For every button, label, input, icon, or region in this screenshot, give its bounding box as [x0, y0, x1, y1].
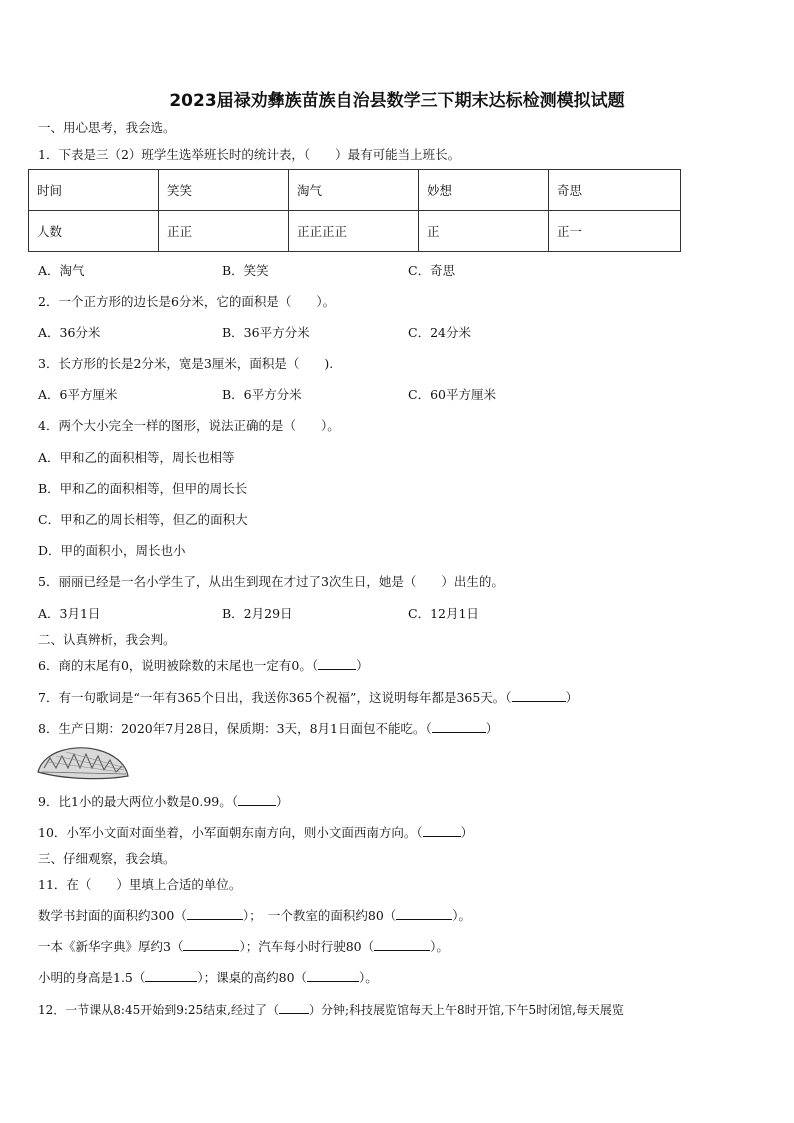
fill-text: ）；课桌的高约80（	[197, 970, 308, 985]
table-cell: 人数	[29, 211, 159, 252]
question-7	[38, 689, 578, 707]
answer-blank[interactable]	[396, 907, 452, 920]
table-cell: 正正正正	[289, 211, 419, 252]
question-9	[38, 793, 289, 811]
question-10	[38, 824, 473, 842]
option-c[interactable]: C．奇思	[408, 263, 456, 278]
answer-blank[interactable]	[432, 720, 486, 733]
fill-text: ）。	[359, 970, 378, 985]
bracket-close: ）	[460, 825, 474, 840]
answer-blank[interactable]	[512, 689, 566, 702]
table-cell: 正	[419, 211, 549, 252]
table-row	[29, 211, 681, 252]
answer-blank[interactable]	[187, 907, 243, 920]
answer-blank[interactable]	[145, 969, 197, 982]
table-row	[29, 170, 681, 211]
fill-text: ）；汽车每小时行驶80（	[239, 939, 375, 954]
option-a[interactable]: A．3月1日	[38, 606, 101, 621]
question-text: ）分钟;科技展览馆每天上午8时开馆,下午5时闭馆,每天展览	[308, 1003, 624, 1017]
question-text: 10．小军小文面对面坐着，小军面朝东南方向，则小文面西南方向。（	[38, 825, 423, 840]
question-12	[38, 1001, 624, 1019]
answer-blank[interactable]	[238, 793, 276, 806]
question-8	[38, 720, 498, 738]
answer-blank[interactable]	[279, 1001, 309, 1014]
answer-blank[interactable]	[183, 938, 239, 951]
bracket-close: ）	[485, 721, 499, 736]
fill-text: ）。	[430, 939, 449, 954]
section-3-heading: 三、仔细观察，我会填。	[38, 851, 176, 866]
vote-tally-table	[28, 169, 681, 252]
bracket-close: ）	[565, 690, 579, 705]
bread-illustration	[36, 742, 130, 785]
table-cell: 正正	[159, 211, 289, 252]
question-text: 7．有一句歌词是“一年有365个日出，我送你365个祝福”，这说明每年都是365天。（	[38, 690, 512, 705]
option-c[interactable]: C．24分米	[408, 325, 471, 340]
option-b[interactable]: B．2月29日	[222, 606, 293, 621]
option-b[interactable]: B．36平方分米	[222, 325, 310, 340]
question-6	[38, 657, 369, 675]
question-11-line-1	[38, 907, 471, 925]
question-11: 11．在（ ）里填上合适的单位。	[38, 877, 242, 892]
option-c[interactable]: C．60平方厘米	[408, 387, 496, 402]
option-a[interactable]: A．甲和乙的面积相等，周长也相等	[38, 450, 235, 465]
section-1-heading: 一、用心思考，我会选。	[38, 120, 176, 135]
question-11-line-3	[38, 969, 378, 987]
answer-blank[interactable]	[318, 657, 356, 670]
answer-blank[interactable]	[374, 938, 430, 951]
question-text: 8．生产日期：2020年7月28日，保质期：3天，8月1日面包不能吃。（	[38, 721, 432, 736]
option-c[interactable]: C．12月1日	[408, 606, 479, 621]
fill-text: ）。	[452, 908, 472, 923]
question-11-line-2	[38, 938, 449, 956]
fill-text: 一本《新华字典》厚约3（	[38, 939, 184, 954]
table-cell: 淘气	[289, 170, 419, 211]
answer-blank[interactable]	[307, 969, 359, 982]
option-b[interactable]: B．甲和乙的面积相等，但甲的周长长	[38, 481, 248, 496]
question-text: 6．商的末尾有0，说明被除数的末尾也一定有0。（	[38, 658, 319, 673]
bracket-close: ）	[276, 794, 289, 809]
option-a[interactable]: A．淘气	[38, 263, 85, 278]
fill-text: 数学书封面的面积约300（	[38, 908, 187, 923]
table-cell: 笑笑	[159, 170, 289, 211]
table-cell: 时间	[29, 170, 159, 211]
option-b[interactable]: B．笑笑	[222, 263, 269, 278]
question-text: 9．比1小的最大两位小数是0.99。（	[38, 794, 238, 809]
question-text: 12．一节课从8:45开始到9:25结束,经过了（	[38, 1003, 279, 1017]
option-a[interactable]: A．36分米	[38, 325, 101, 340]
option-a[interactable]: A．6平方厘米	[38, 387, 118, 402]
fill-text: 小明的身高是1.5（	[38, 970, 146, 985]
bracket-close: ）	[356, 658, 369, 673]
question-3: 3．长方形的长是2分米，宽是3厘米，面积是（ ).	[38, 356, 334, 371]
option-d[interactable]: D．甲的面积小，周长也小	[38, 543, 186, 558]
question-5: 5．丽丽已经是一名小学生了，从出生到现在才过了3次生日，她是（ ）出生的。	[38, 574, 504, 589]
option-c[interactable]: C．甲和乙的周长相等，但乙的面积大	[38, 512, 248, 527]
fill-text: ）； 一个教室的面积约80（	[242, 908, 397, 923]
question-2: 2．一个正方形的边长是6分米，它的面积是（ ）。	[38, 294, 336, 309]
table-cell: 奇思	[549, 170, 681, 211]
section-2-heading: 二、认真辨析，我会判。	[38, 632, 176, 647]
table-cell: 妙想	[419, 170, 549, 211]
answer-blank[interactable]	[423, 824, 461, 837]
question-1: 1．下表是三（2）班学生选举班长时的统计表，（ ）最有可能当上班长。	[38, 147, 461, 162]
table-cell: 正一	[549, 211, 681, 252]
question-4: 4．两个大小完全一样的图形，说法正确的是（ ）。	[38, 418, 340, 433]
page-title: 2023届禄劝彝族苗族自治县数学三下期末达标检测模拟试题	[169, 91, 625, 111]
option-b[interactable]: B．6平方分米	[222, 387, 302, 402]
